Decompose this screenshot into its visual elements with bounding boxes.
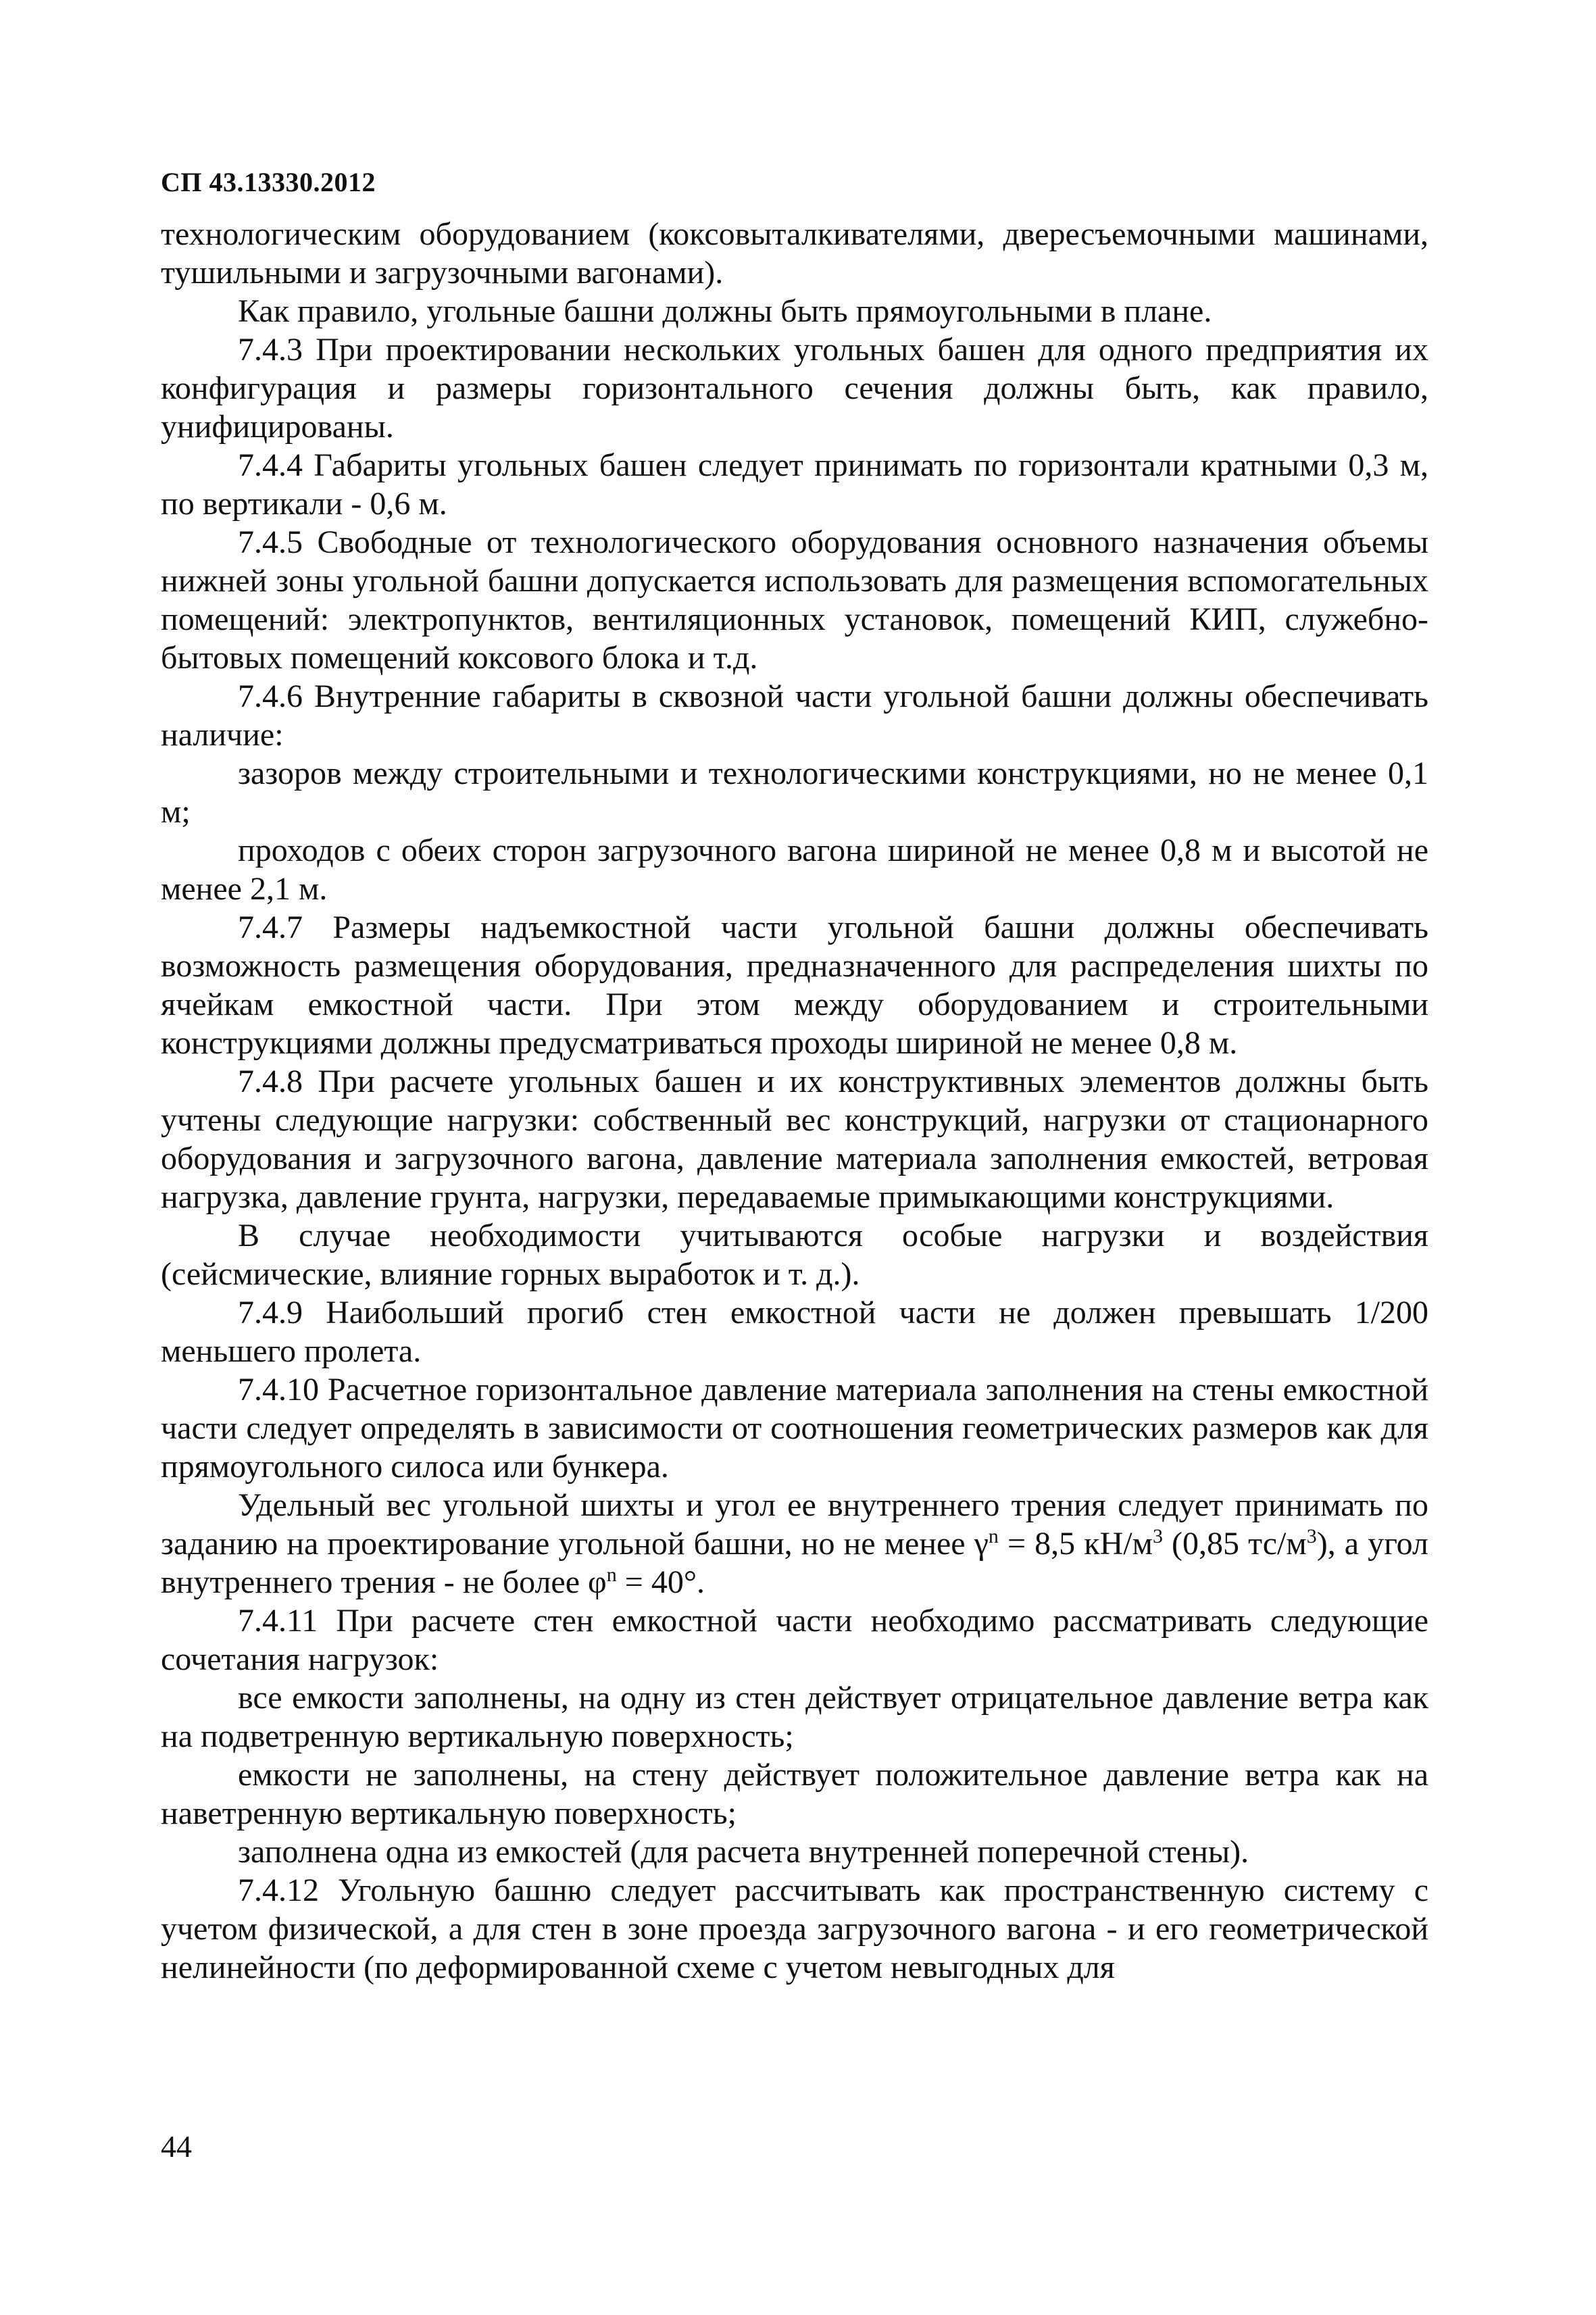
paragraph-7-4-5: 7.4.5 Свободные от технологического оборудования основного назначения объемы нижней зоны угольной башни допускается использовать для размещения вспомогательных помещений: электропунктов, вентиляционных установок, помещений КИП, служебно-бытовых помещений коксового блока и т.д.: [161, 524, 1428, 676]
superscript-3: 3: [1306, 1525, 1317, 1547]
paragraph-7-4-6: 7.4.6 Внутренние габариты в сквозной части угольной башни должны обеспечивать наличие:: [161, 678, 1428, 753]
paragraph-7-4-10: 7.4.10 Расчетное горизонтальное давление материала заполнения на стены емкостной части следует определять в зависимости от соотношения геометрических размеров как для прямоугольного силоса или бункера.: [161, 1372, 1428, 1485]
superscript-n: n: [606, 1564, 617, 1586]
paragraph-7-4-8: 7.4.8 При расчете угольных башен и их конструктивных элементов должны быть учтены следующие нагрузки: собственный вес конструкций, нагрузки от стационарного оборудования и загрузочного вагона, давление материала заполнения емкостей, ветровая нагрузка, давление грунта, нагрузки, передаваемые примыкающими конструкциями.: [161, 1064, 1428, 1215]
paragraph-unit-weight: [161, 1486, 1428, 1601]
unit-weight-text-2: = 8,5 кН/м: [998, 1526, 1153, 1562]
paragraph-7-4-7: 7.4.7 Размеры надъемкостной части угольной башни должны обеспечивать возможность размещения оборудования, предназначенного для распределения шихты по ячейкам емкостной части. При этом между оборудованием и строительными конструкциями должны предусматриваться проходы шириной не менее 0,8 м.: [161, 910, 1428, 1061]
paragraph-7-4-3: 7.4.3 При проектировании нескольких угольных башен для одного предприятия их конфигурация и размеры горизонтального сечения должны быть, как правило, унифицированы.: [161, 332, 1428, 445]
page-number: 44: [161, 2129, 192, 2164]
list-item-one-filled: заполнена одна из емкостей (для расчета внутренней поперечной стены).: [238, 1834, 1249, 1870]
document-body: [161, 215, 1428, 1987]
paragraph-continuation: технологическим оборудованием (коксовыталкивателями, двересъемочными машинами, тушильными и загрузочными вагонами).: [161, 216, 1428, 291]
unit-weight-text-3: (0,85 тс/м: [1162, 1526, 1307, 1562]
paragraph-7-4-12: 7.4.12 Угольную башню следует рассчитывать как пространственную систему с учетом физической, а для стен в зоне проезда загрузочного вагона - и его геометрической нелинейности (по деформированной схеме с учетом невыгодных для: [161, 1872, 1428, 1985]
paragraph-special-loads: В случае необходимости учитываются особые нагрузки и воздействия (сейсмические, влияние горных выработок и т. д.).: [161, 1218, 1428, 1292]
paragraph-7-4-9: 7.4.9 Наибольший прогиб стен емкостной части не должен превышать 1/200 меньшего пролета.: [161, 1295, 1428, 1369]
unit-weight-text-5: = 40°.: [616, 1564, 705, 1600]
superscript-3: 3: [1152, 1525, 1163, 1547]
paragraph-shape-note: Как правило, угольные башни должны быть прямоугольными в плане.: [238, 293, 1212, 329]
paragraph-7-4-11: 7.4.11 При расчете стен емкостной части необходимо рассматривать следующие сочетания нагрузок:: [161, 1603, 1428, 1677]
list-item-all-filled: все емкости заполнены, на одну из стен действует отрицательное давление ветра как на подветренную вертикальную поверхность;: [161, 1680, 1428, 1754]
document-code-header: СП 43.13330.2012: [161, 167, 376, 197]
unit-weight-text-4: ), а угол внутреннего трения - не более φ: [161, 1526, 1429, 1600]
superscript-n: n: [988, 1525, 999, 1547]
list-item-not-filled: емкости не заполнены, на стену действует положительное давление ветра как на наветренную вертикальную поверхность;: [161, 1757, 1428, 1831]
list-item-clearances: зазоров между строительными и технологическими конструкциями, но не менее 0,1 м;: [161, 755, 1428, 830]
paragraph-7-4-4: 7.4.4 Габариты угольных башен следует принимать по горизонтали кратными 0,3 м, по вертикали - 0,6 м.: [161, 447, 1428, 522]
unit-weight-text-1: Удельный вес угольной шихты и угол ее внутреннего трения следует принимать по заданию на проектирование угольной башни, но не менее γ: [161, 1487, 1428, 1562]
list-item-passages: проходов с обеих сторон загрузочного вагона шириной не менее 0,8 м и высотой не менее 2,1 м.: [161, 832, 1428, 907]
